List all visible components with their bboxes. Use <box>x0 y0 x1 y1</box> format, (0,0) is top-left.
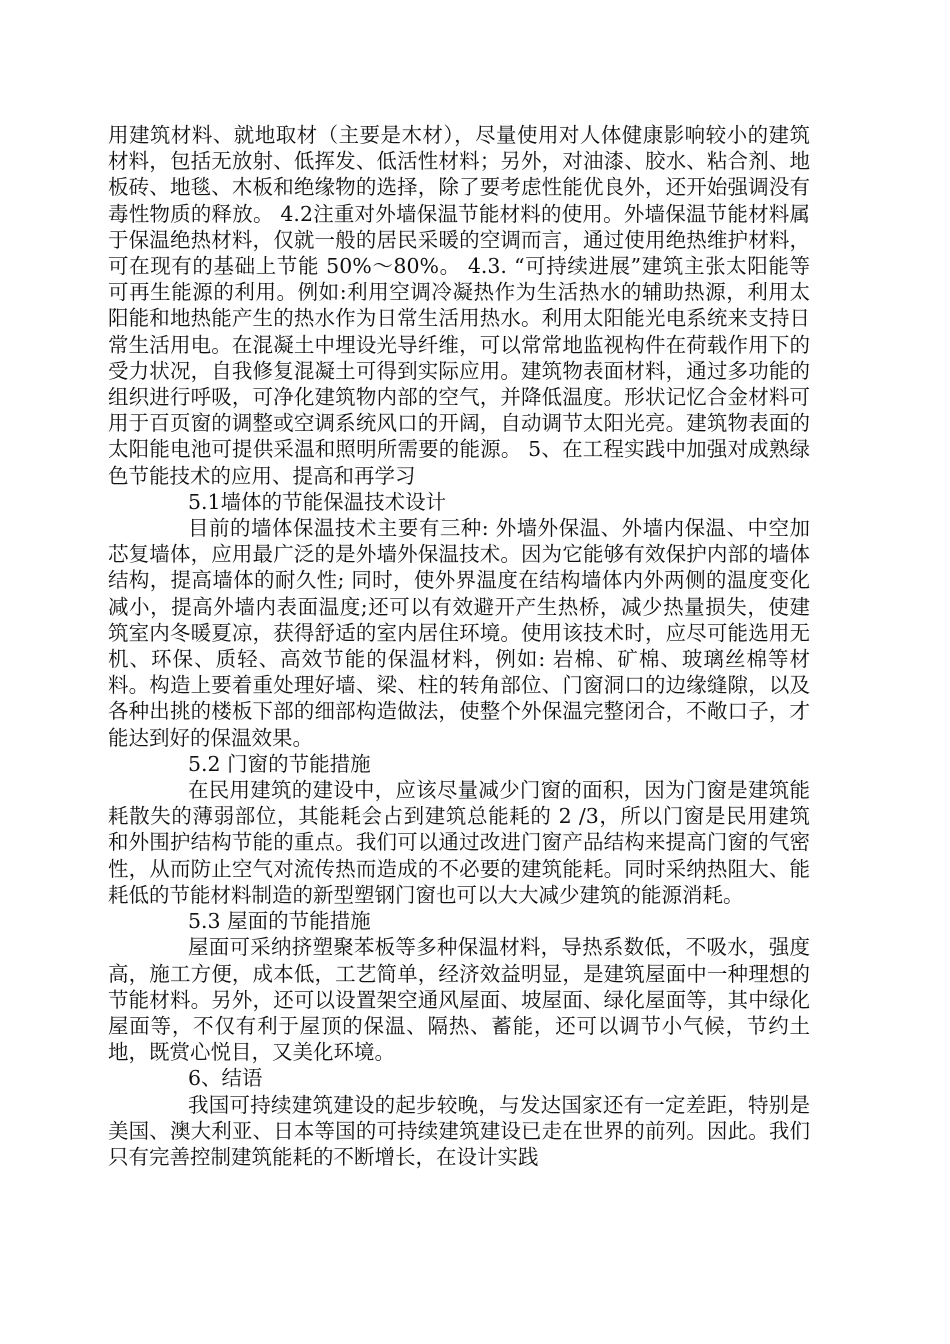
paragraph-roof: 屋面可采纳挤塑聚苯板等多种保温材料，导热系数低，不吸水，强度高，施工方便，成本低，工艺简单，经济效益明显，是建筑屋面中一种理想的节能材料。另外，还可以设置架空通风屋面、坡屋面、绿化屋面等，其中绿化屋面等，不仅有利于屋顶的保温、隔热、蓄能，还可以调节小气候，节约土地，既赏心悦目，又美化环境。 <box>108 935 810 1065</box>
paragraph-conclusion: 我国可持续建筑建设的起步较晚，与发达国家还有一定差距，特别是美国、澳大利亚、日本等国的可持续建筑建设已走在世界的前列。因此。我们只有完善控制建筑能耗的不断增长，在设计实践 <box>108 1092 810 1169</box>
section-heading-6: 6、结语 <box>188 1066 263 1091</box>
paragraph-wall-insulation: 目前的墙体保温技术主要有三种: 外墙外保温、外墙内保温、中空加芯复墙体，应用最广泛的是外墙外保温技术。因为它能够有效保护内部的墙体结构，提高墙体的耐久性; 同时，使外界温度在结构墙体内外两侧的温度变化减小，提高外墙内表面温度;还可以有效避开产生热桥，减少热量损失，使建筑室内冬暖夏凉，获得舒适的室内居住环境。使用该技术时，应尽可能选用无机、环保、质轻、高效节能的保温材料，例如: 岩棉、矿棉、玻璃丝棉等材料。构造上要着重处理好墙、梁、柱的转角部位、门窗洞口的边缘缝隙，以及各种出挑的楼板下部的细部构造做法，使整个外保温完整闭合，不敞口子，才能达到好的保温效果。 <box>108 516 810 750</box>
paragraph-windows: 在民用建筑的建设中，应该尽量减少门窗的面积，因为门窗是建筑能耗散失的薄弱部位，其能耗会占到建筑总能耗的 2 /3，所以门窗是民用建筑和外围护结构节能的重点。我们可以通过改进门窗产品结构来提高门窗的气密性，从而防止空气对流传热而造成的不必要的建筑能耗。同时采纳热阻大、能耗低的节能材料制造的新型塑钢门窗也可以大大减少建筑的能源消耗。 <box>108 778 810 907</box>
section-heading-5-1: 5.1墙体的节能保温技术设计 <box>188 489 447 514</box>
document-body <box>108 122 810 1170</box>
section-heading-5-3: 5.3 屋面的节能措施 <box>188 909 371 934</box>
paragraph-materials: 用建筑材料、就地取材（主要是木材），尽量使用对人体健康影响较小的建筑材料，包括无放射、低挥发、低活性材料；另外，对油漆、胶水、粘合剂、地板砖、地毯、木板和绝缘物的选择，除了要考虑性能优良外，还开始强调没有毒性物质的释放。 4.2注重对外墙保温节能材料的使用。外墙保温节能材料属于保温绝热材料，仅就一般的居民采暖的空调而言，通过使用绝热维护材料，可在现有的基础上节能 50%～80%。 4.3. “可持续进展”建筑主张太阳能等可再生能源的利用。例如:利用空调冷凝热作为生活热水的辅助热源，利用太阳能和地热能产生的热水作为日常生活用热水。利用太阳能光电系统来支持日常生活用电。在混凝土中埋设光导纤维，可以常常地监视构件在荷载作用下的受力状况，自我修复混凝土可得到实际应用。建筑物表面材料，通过多功能的组织进行呼吸，可净化建筑物内部的空气，并降低温度。形状记忆合金材料可用于百页窗的调整或空调系统风口的开阔，自动调节太阳光亮。建筑物表面的太阳能电池可提供采温和照明所需要的能源。 5、在工程实践中加强对成熟绿色节能技术的应用、提高和再学习 <box>108 123 810 488</box>
section-heading-5-2: 5.2 门窗的节能措施 <box>188 751 371 776</box>
